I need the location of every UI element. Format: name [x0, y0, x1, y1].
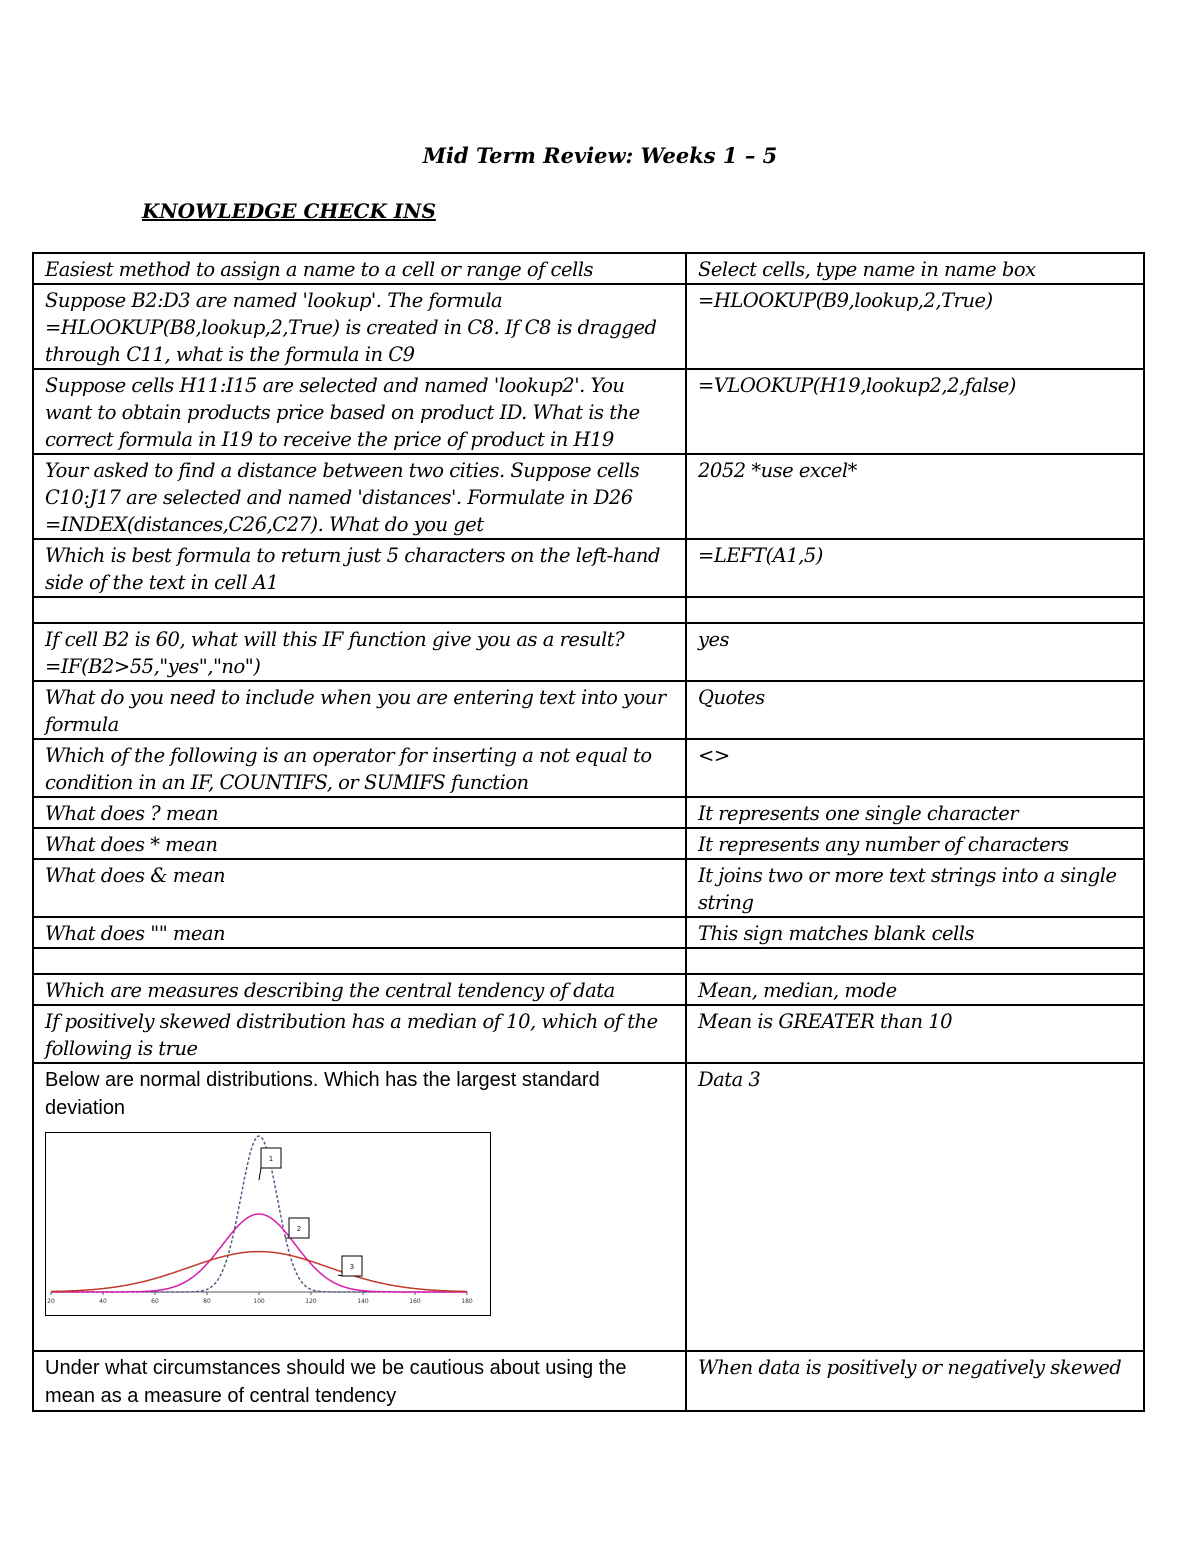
question-cell — [33, 1063, 686, 1351]
question-cell: What do you need to include when you are entering text into your formula — [33, 681, 686, 739]
question-cell: Which is best formula to return just 5 characters on the left-hand side of the text in cell A1 — [33, 539, 686, 597]
empty-row — [33, 597, 1144, 623]
answer-cell: It represents one single character — [686, 797, 1144, 828]
x-tick-label: 100 — [253, 1298, 265, 1305]
callout-label: 3 — [349, 1263, 355, 1271]
question-cell: If positively skewed distribution has a median of 10, which of the following is true — [33, 1005, 686, 1063]
question-cell: What does & mean — [33, 859, 686, 917]
callout-leader — [259, 1168, 261, 1180]
answer-cell: <> — [686, 739, 1144, 797]
x-tick-label: 60 — [151, 1298, 159, 1305]
distribution-curve-3 — [51, 1252, 467, 1292]
page-title: Mid Term Review: Weeks 1 – 5 — [422, 143, 778, 168]
table-row — [33, 859, 1144, 917]
table-row — [33, 681, 1144, 739]
answer-cell: 2052 *use excel* — [686, 454, 1144, 539]
x-tick-label: 140 — [357, 1298, 369, 1305]
callout-label: 1 — [268, 1155, 274, 1163]
question-cell: Which of the following is an operator for inserting a not equal to condition in an IF, COUNTIFS, or SUMIFS function — [33, 739, 686, 797]
question-cell: Which are measures describing the central tendency of data — [33, 974, 686, 1005]
table-row — [33, 369, 1144, 454]
question-cell: Your asked to find a distance between two cities. Suppose cells C10:J17 are selected and named 'distances'. Formulate in D26 =INDEX(distances,C26,C27). What do you get — [33, 454, 686, 539]
answer-cell: Data 3 — [686, 1063, 1144, 1351]
empty-cell — [686, 597, 1144, 623]
answer-cell: Mean, median, mode — [686, 974, 1144, 1005]
answer-cell: =HLOOKUP(B9,lookup,2,True) — [686, 284, 1144, 369]
question-cell: What does ? mean — [33, 797, 686, 828]
x-tick-label: 80 — [203, 1298, 211, 1305]
table-row — [33, 539, 1144, 597]
question-cell: Suppose cells H11:I15 are selected and named 'lookup2'. You want to obtain products price based on product ID. What is the correct formula in I19 to receive the price of product in H19 — [33, 369, 686, 454]
x-tick-label: 160 — [409, 1298, 421, 1305]
answer-cell: yes — [686, 623, 1144, 681]
table-row — [33, 974, 1144, 1005]
table-row — [33, 1351, 1144, 1411]
answer-cell: Quotes — [686, 681, 1144, 739]
x-tick-label: 40 — [99, 1298, 107, 1305]
question-cell: Easiest method to assign a name to a cell or range of cells — [33, 253, 686, 284]
table-row — [33, 623, 1144, 681]
x-tick-label: 20 — [47, 1298, 55, 1305]
distribution-curve-2 — [51, 1214, 467, 1292]
table-row — [33, 1005, 1144, 1063]
answer-cell: This sign matches blank cells — [686, 917, 1144, 948]
x-tick-label: 180 — [461, 1298, 473, 1305]
question-cell: What does "" mean — [33, 917, 686, 948]
table-row — [33, 1063, 1144, 1351]
callout-label: 2 — [296, 1225, 302, 1233]
answer-cell: It joins two or more text strings into a single string — [686, 859, 1144, 917]
section-heading: KNOWLEDGE CHECK INS — [142, 199, 436, 223]
table-row — [33, 284, 1144, 369]
table-row — [33, 253, 1144, 284]
answer-cell: Mean is GREATER than 10 — [686, 1005, 1144, 1063]
table-row — [33, 739, 1144, 797]
question-cell: Under what circumstances should we be cautious about using the mean as a measure of central tendency — [33, 1351, 686, 1411]
answer-cell: When data is positively or negatively skewed — [686, 1351, 1144, 1411]
question-text: Below are normal distributions. Which has the largest standard deviation — [45, 1069, 600, 1119]
table-row — [33, 797, 1144, 828]
table-row — [33, 454, 1144, 539]
answer-cell: It represents any number of characters — [686, 828, 1144, 859]
x-tick-label: 120 — [305, 1298, 317, 1305]
answer-cell: =VLOOKUP(H19,lookup2,2,false) — [686, 369, 1144, 454]
table-row — [33, 828, 1144, 859]
empty-row — [33, 948, 1144, 974]
empty-cell — [33, 948, 686, 974]
table-row — [33, 917, 1144, 948]
review-table — [32, 252, 1145, 1412]
empty-cell — [686, 948, 1144, 974]
question-cell: If cell B2 is 60, what will this IF function give you as a result? =IF(B2>55,"yes","no") — [33, 623, 686, 681]
answer-cell: Select cells, type name in name box — [686, 253, 1144, 284]
empty-cell — [33, 597, 686, 623]
answer-cell: =LEFT(A1,5) — [686, 539, 1144, 597]
normal-distribution-chart — [45, 1132, 491, 1316]
callout-leader — [338, 1275, 342, 1276]
question-cell: What does * mean — [33, 828, 686, 859]
question-cell: Suppose B2:D3 are named 'lookup'. The formula =HLOOKUP(B8,lookup,2,True) is created in C8. If C8 is dragged through C11, what is the formula in C9 — [33, 284, 686, 369]
